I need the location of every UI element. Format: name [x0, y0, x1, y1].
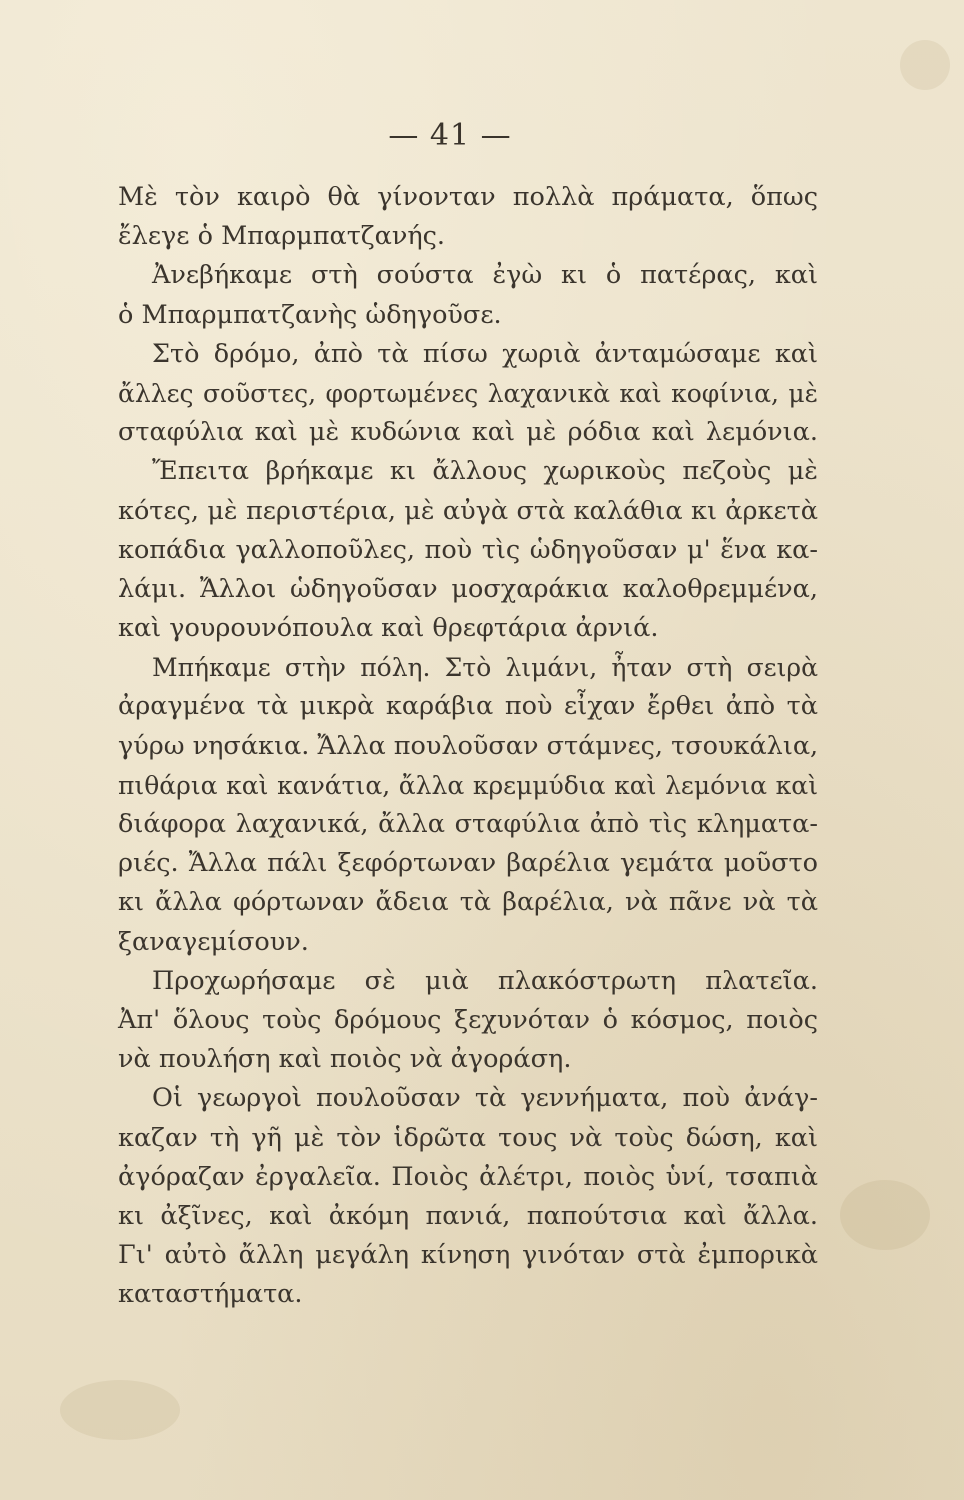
text-line: κοπάδια γαλλοποῦλες, ποὺ τὶς ὡδηγοῦσαν μ' ἕνα κα- [118, 534, 818, 565]
text-line: ἀγόραζαν ἐργαλεῖα. Ποιὸς ἀλέτρι, ποιὸς ὑνί, τσαπιὰ [118, 1161, 818, 1192]
text-line: σταφύλια καὶ μὲ κυδώνια καὶ μὲ ρόδια καὶ λεμόνια. [118, 417, 818, 448]
body-text [118, 178, 818, 1314]
paper-stain [900, 40, 950, 90]
text-line: ἔλεγε ὁ Μπαρμπατζανής. [118, 221, 446, 252]
text-line: Μὲ τὸν καιρὸ θὰ γίνονταν πολλὰ πράματα, ὅπως [118, 182, 818, 212]
text-line: λάμι. Ἄλλοι ὡδηγοῦσαν μοσχαράκια καλοθρεμμένα, [118, 573, 818, 604]
text-line: Ἀπ' ὅλους τοὺς δρόμους ξεχυνόταν ὁ κόσμος, ποιὸς [118, 1004, 818, 1035]
text-line: Ἀνεβήκαμε στὴ σούστα ἐγὼ κι ὁ πατέρας, καὶ [152, 260, 818, 291]
text-line: καταστήματα. [118, 1279, 303, 1310]
text-line: κότες, μὲ περιστέρια, μὲ αὐγὰ στὰ καλάθια κι ἀρκετὰ [118, 495, 818, 526]
text-line: Γι' αὐτὸ ἄλλη μεγάλη κίνηση γινόταν στὰ ἐμπορικὰ [118, 1240, 818, 1271]
text-line: γύρω νησάκια. Ἄλλα πουλοῦσαν στάμνες, τσουκάλια, [118, 730, 819, 761]
text-line: Στὸ δρόμο, ἀπὸ τὰ πίσω χωριὰ ἀνταμώσαμε καὶ [152, 338, 818, 369]
text-line: καζαν τὴ γῆ μὲ τὸν ἱδρῶτα τους νὰ τοὺς δώση, καὶ [118, 1122, 818, 1153]
page-number: — 41 — [388, 118, 512, 153]
paper-stain [60, 1380, 180, 1440]
text-line: Οἱ γεωργοὶ πουλοῦσαν τὰ γεννήματα, ποὺ ἀνάγ- [152, 1083, 818, 1114]
text-line: Προχωρήσαμε σὲ μιὰ πλακόστρωτη πλατεῖα. [152, 965, 818, 996]
text-line: Ἔπειτα βρήκαμε κι ἄλλους χωρικοὺς πεζοὺς μὲ [152, 456, 818, 487]
text-line: ὁ Μπαρμπατζανὴς ὡδηγοῦσε. [118, 299, 502, 330]
text-line: πιθάρια καὶ κανάτια, ἄλλα κρεμμύδια καὶ λεμόνια καὶ [118, 770, 818, 800]
text-line: ξαναγεμίσουν. [118, 926, 309, 957]
text-line: ἀραγμένα τὰ μικρὰ καράβια ποὺ εἶχαν ἔρθει ἀπὸ τὰ [118, 691, 818, 722]
text-line: ἄλλες σοῦστες, φορτωμένες λαχανικὰ καὶ κοφίνια, μὲ [118, 378, 818, 408]
text-line: κι ἄλλα φόρτωναν ἄδεια τὰ βαρέλια, νὰ πᾶνε νὰ τὰ [118, 887, 818, 918]
text-line: διάφορα λαχανικά, ἄλλα σταφύλια ἀπὸ τὶς κληματα- [118, 809, 818, 839]
text-line: Μπήκαμε στὴν πόλη. Στὸ λιμάνι, ἦταν στὴ σειρὰ [152, 653, 818, 683]
text-line: κι ἀξῖνες, καὶ ἀκόμη πανιά, παπούτσια καὶ ἄλλα. [118, 1200, 818, 1231]
text-line: ριές. Ἄλλα πάλι ξεφόρτωναν βαρέλια γεμάτα μοῦστο [118, 848, 818, 879]
text-line: καὶ γουρουνόπουλα καὶ θρεφτάρια ἀρνιά. [118, 613, 659, 644]
paper-stain [840, 1180, 930, 1250]
text-line: νὰ πουλήση καὶ ποιὸς νὰ ἀγοράση. [118, 1044, 572, 1075]
